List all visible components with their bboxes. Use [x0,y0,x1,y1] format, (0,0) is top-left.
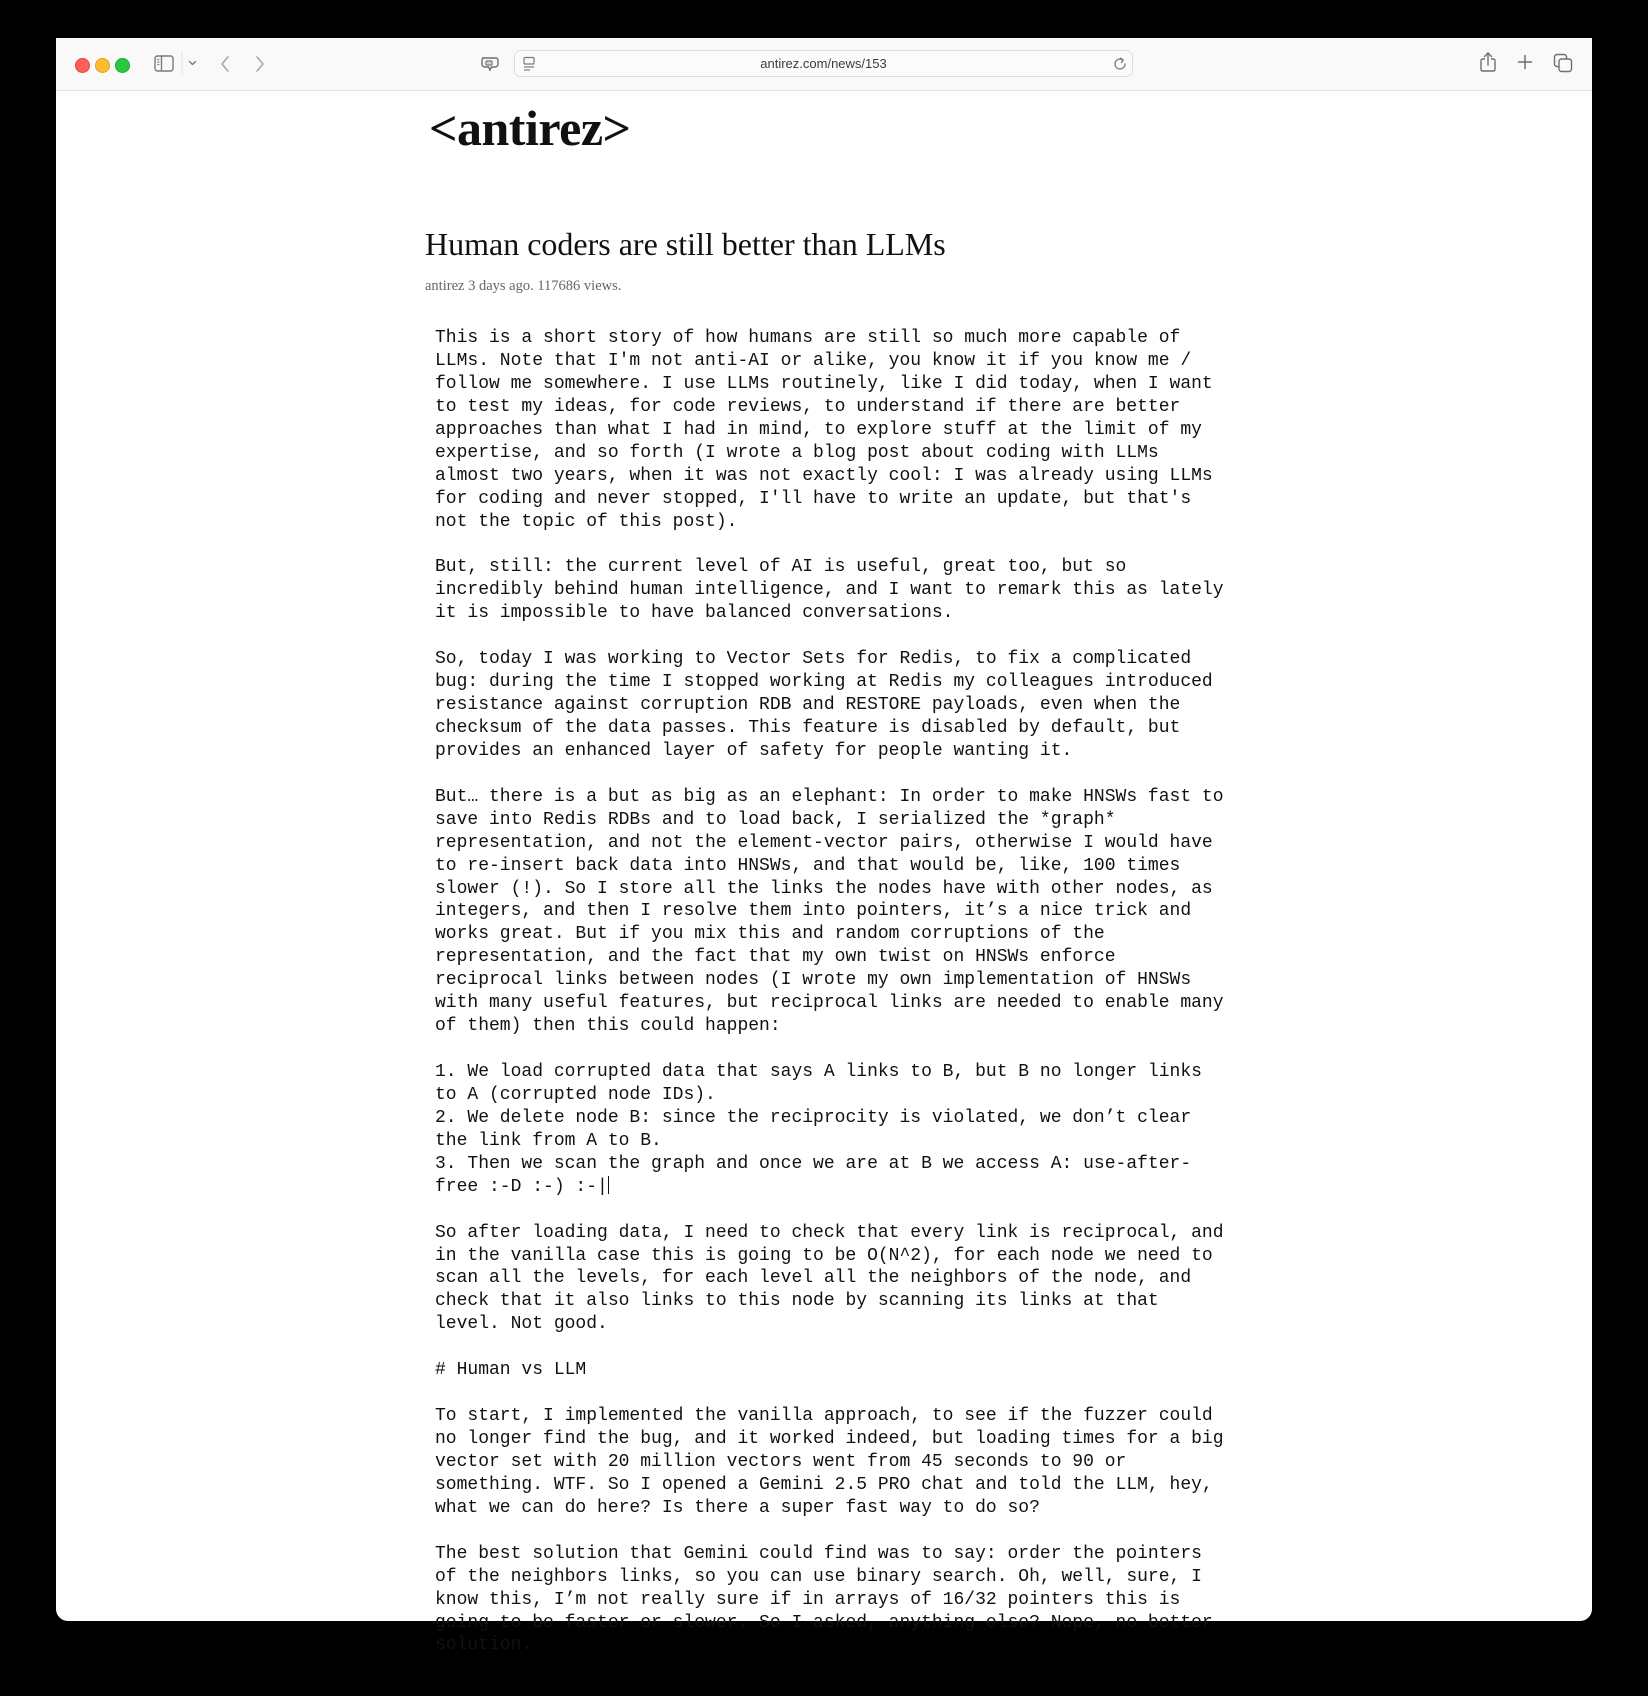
article-title[interactable]: Human coders are still better than LLMs [425,226,946,262]
body-line: # Human vs LLM [435,1360,587,1381]
minimize-window-button[interactable] [95,58,110,73]
body-line: of them) then this could happen: [435,1016,781,1037]
toolbar-divider [181,52,183,74]
blank-line [435,763,1255,786]
plus-icon[interactable] [1517,54,1533,70]
body-line: incredibly behind human intelligence, and I want to remark this as lately [435,580,1224,601]
body-line: But, still: the current level of AI is useful, great too, but so [435,557,1127,578]
body-line: follow me somewhere. I use LLMs routinely, like I did today, when I want [435,373,1213,394]
body-line: bug: during the time I stopped working at Redis my colleagues introduced [435,672,1213,693]
body-line: The best solution that Gemini could find was to say: order the pointers [435,1543,1202,1564]
body-line: representation, and the fact that my own twist on HNSWs enforce [435,947,1116,968]
body-line: But… there is a but as big as an elephant: In order to make HNSWs fast to [435,786,1224,807]
tab-overview-icon[interactable] [1553,53,1573,73]
body-line: representation, and not the element-vector pairs, otherwise I would have [435,832,1213,853]
body-line: the link from A to B. [435,1130,662,1151]
body-line: going to be faster or slower. So I asked, anything else? Nope, no better [435,1612,1213,1633]
blank-line [435,625,1255,648]
body-line: level. Not good. [435,1314,608,1335]
body-line: to A (corrupted node IDs). [435,1084,716,1105]
body-line: to re-insert back data into HNSWs, and that would be, like, 100 times [435,855,1181,876]
body-line: resistance against corruption RDB and RESTORE payloads, even when the [435,695,1181,715]
body-line: almost two years, when it was not exactly cool: I was already using LLMs [435,465,1213,486]
share-icon[interactable] [1479,51,1497,73]
body-line: 3. Then we scan the graph and once we are at B we access A: use-after- [435,1153,1192,1174]
body-line: 1. We load corrupted data that says A links to B, but B no longer links [435,1062,1202,1082]
body-line: of the neighbors links, so you can use binary search. Oh, well, sure, I [435,1566,1202,1587]
chevron-left-icon[interactable] [219,55,231,73]
body-line: reciprocal links between nodes (I wrote my own implementation of HNSWs [435,970,1192,991]
sidebar-icon[interactable] [154,55,174,72]
browser-window [56,38,1592,1656]
blank-line [435,1199,1255,1222]
body-line: save into Redis RDBs and to load back, I serialized the *graph* [435,809,1116,830]
zoom-window-button[interactable] [115,58,130,73]
body-line: not the topic of this post). [435,511,738,532]
body-line: what we can do here? Is there a super fast way to do so? [435,1497,1040,1518]
body-line: slower (!). So I store all the links the nodes have with other nodes, as [435,878,1213,899]
blank-line [435,1382,1255,1405]
chevron-right-icon[interactable] [254,55,266,73]
page-content [56,91,1592,1656]
body-line: check that it also links to this node by scanning its links at that [435,1291,1159,1312]
body-line: So after loading data, I need to check that every link is reciprocal, and [435,1222,1224,1243]
body-line: LLMs. Note that I'm not anti-AI or alike, you know it if you know me / [435,350,1192,371]
blank-line [435,533,1255,556]
body-line: solution. [435,1635,533,1656]
body-line: works great. But if you mix this and random corruptions of the [435,924,1105,945]
article-body [435,327,1255,1657]
blank-line [435,1038,1255,1061]
body-line: something. WTF. So I opened a Gemini 2.5 PRO chat and told the LLM, hey, [435,1474,1213,1495]
chevron-down-icon[interactable] [188,60,197,67]
body-line: for coding and never stopped, I'll have to write an update, but that's [435,488,1192,509]
body-line: with many useful features, but reciprocal links are needed to enable many [435,993,1224,1014]
url-text[interactable]: antirez.com/news/153 [760,56,887,71]
article-meta: antirez 3 days ago. 117686 views. [425,278,622,294]
blank-line [435,1336,1255,1359]
body-line: integers, and then I resolve them into pointers, it’s a nice trick and [435,901,1192,922]
browser-toolbar [56,38,1592,91]
body-line: provides an enhanced layer of safety for people wanting it. [435,740,1073,761]
body-line: expertise, and so forth (I wrote a blog post about coding with LLMs [435,442,1159,463]
reload-icon[interactable] [1112,56,1128,72]
blank-line [435,1520,1255,1543]
body-line: To start, I implemented the vanilla approach, to see if the fuzzer could [435,1406,1213,1427]
body-line: vector set with 20 million vectors went from 45 seconds to 90 or [435,1451,1127,1472]
body-line: no longer find the bug, and it worked indeed, but loading times for a big [435,1429,1224,1449]
close-window-button[interactable] [75,58,90,73]
body-line: free :-D :-) :-| [435,1176,608,1197]
body-line: approaches than what I had in mind, to explore stuff at the limit of my [435,419,1202,440]
body-line: scan all the levels, for each level all the neighbors of the node, and [435,1268,1192,1289]
body-line: This is a short story of how humans are still so much more capable of [435,328,1181,348]
body-line: 2. We delete node B: since the reciprocity is violated, we don’t clear [435,1107,1192,1128]
body-line: it is impossible to have balanced conversations. [435,603,954,624]
body-line: in the vanilla case this is going to be O(N^2), for each node we need to [435,1245,1213,1266]
address-bar[interactable] [514,50,1133,77]
text-caret [608,1176,610,1194]
body-line: know this, I’m not really sure if in arrays of 16/32 pointers this is [435,1589,1181,1610]
body-line: checksum of the data passes. This feature is disabled by default, but [435,717,1181,738]
site-logo[interactable]: <antirez> [429,100,631,156]
body-line: to test my ideas, for code reviews, to understand if there are better [435,396,1181,417]
body-line: So, today I was working to Vector Sets for Redis, to fix a complicated [435,649,1192,670]
privacy-report-icon[interactable] [479,54,499,74]
